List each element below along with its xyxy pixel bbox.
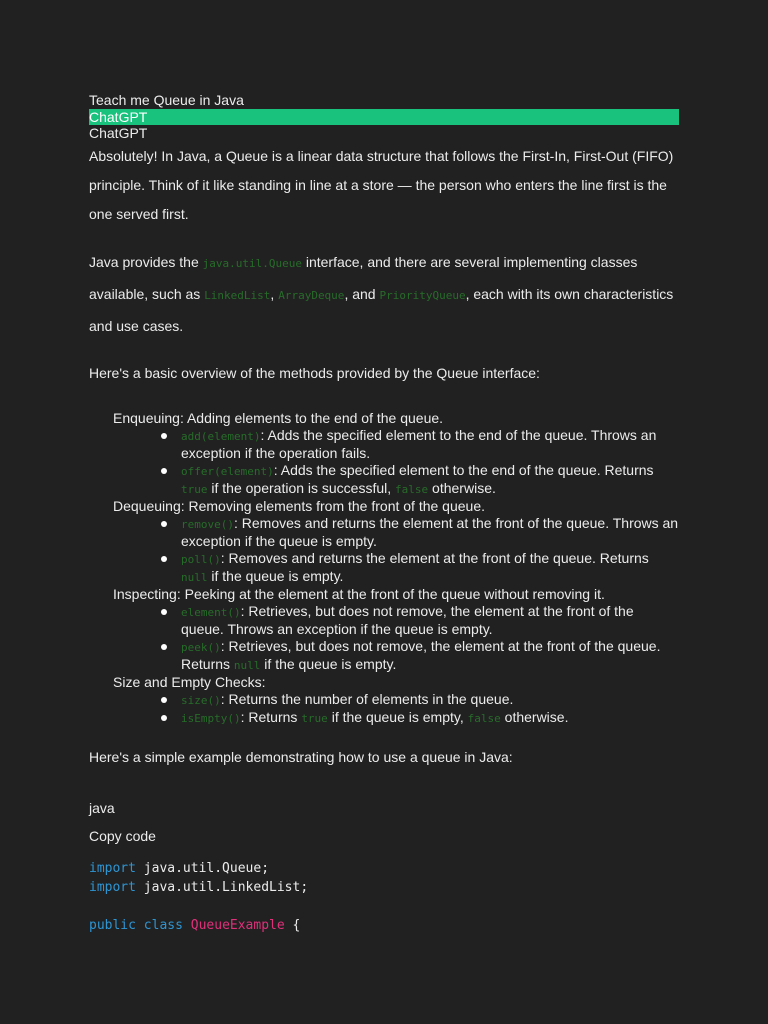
text: if the queue is empty. — [260, 656, 397, 672]
code-class-name: QueueExample — [190, 918, 285, 933]
code-text: java.util.LinkedList; — [135, 880, 309, 895]
text: otherwise. — [428, 480, 496, 496]
inline-code: size() — [181, 694, 221, 707]
inline-code: isEmpty() — [181, 712, 241, 725]
code-keyword: class — [143, 918, 183, 933]
text: : Returns — [240, 709, 302, 725]
bullet-list — [113, 427, 679, 498]
implementations-paragraph — [89, 247, 679, 341]
inline-code: false — [467, 712, 501, 725]
example-intro: Here's a simple example demonstrating how to use a queue in Java: — [89, 749, 513, 765]
list-item — [181, 427, 679, 462]
inline-code: ArrayDeque — [278, 289, 345, 302]
code-block — [89, 859, 679, 935]
inline-code: add(element) — [181, 430, 261, 443]
bullet-list — [113, 691, 679, 727]
text: if the queue is empty, — [327, 709, 468, 725]
bullet-list — [113, 515, 679, 586]
inline-code: null — [233, 659, 261, 672]
inline-code: offer(element) — [181, 465, 274, 478]
text: : Retrieves, but does not remove, the element at the front of the queue. Returns — [181, 638, 661, 672]
methods-list — [113, 410, 679, 727]
text: interface, and there are several implementing classes available, such as — [89, 254, 638, 302]
text: : Adds the specified element to the end of the queue. Throws an exception if the operation fails. — [181, 427, 657, 461]
text: , and — [344, 286, 380, 302]
list-item — [181, 638, 679, 674]
inline-code: java.util.Queue — [202, 257, 302, 270]
copy-code-button[interactable]: Copy code — [89, 828, 156, 844]
code-keyword: public — [89, 918, 136, 933]
inline-code: element() — [181, 606, 241, 619]
code-text: { — [284, 918, 301, 933]
code-keyword: import — [89, 861, 136, 876]
text: if the operation is successful, — [207, 480, 396, 496]
inline-code: PriorityQueue — [379, 289, 466, 302]
code-line — [89, 878, 679, 897]
section-title: Size and Empty Checks: — [113, 674, 266, 690]
code-keyword: import — [89, 880, 136, 895]
text: Java provides the — [89, 254, 203, 270]
text: otherwise. — [500, 709, 569, 725]
list-item — [181, 709, 679, 727]
intro-paragraph: Absolutely! In Java, a Queue is a linear data structure that follows the First-In, First-Out (FIFO) principle. Think of it like standing in line at a store — the person who enters the line first is the one served first. — [89, 148, 674, 222]
inline-code: peek() — [181, 641, 221, 654]
text: : Returns the number of elements in the queue. — [220, 691, 514, 707]
text: if the queue is empty. — [207, 568, 344, 584]
inline-code: false — [395, 483, 429, 496]
list-item — [181, 550, 679, 586]
bullet-list — [113, 603, 679, 674]
inline-code: remove() — [181, 518, 234, 531]
inline-code: true — [181, 483, 208, 496]
list-item — [181, 603, 679, 638]
text: : Retrieves, but does not remove, the element at the front of the queue. Throws an exception if the queue is empty. — [181, 603, 634, 637]
inline-code: poll() — [181, 553, 221, 566]
inline-code: null — [181, 571, 208, 584]
code-line — [89, 859, 679, 878]
section-title: Dequeuing: Removing elements from the front of the queue. — [113, 498, 485, 514]
text: , each with its own characteristics and use cases. — [89, 286, 674, 334]
text: : Adds the specified element to the end of the queue. Returns — [273, 462, 654, 478]
overview-paragraph: Here's a basic overview of the methods provided by the Queue interface: — [89, 365, 540, 381]
conversation — [89, 92, 679, 935]
assistant-banner: ChatGPT — [89, 109, 679, 125]
list-item — [181, 462, 679, 498]
text: : Removes and returns the element at the front of the queue. Returns — [220, 550, 649, 566]
text: : Removes and returns the element at the front of the queue. Throws an exception if the queue is empty. — [181, 515, 679, 549]
user-message: Teach me Queue in Java — [89, 92, 244, 108]
text: , — [270, 286, 279, 302]
code-language-label: java — [89, 800, 115, 816]
code-line — [89, 916, 679, 935]
list-item — [181, 691, 679, 709]
code-text: java.util.Queue; — [135, 861, 270, 876]
assistant-author: ChatGPT — [89, 125, 148, 141]
section-title: Enqueuing: Adding elements to the end of the queue. — [113, 410, 444, 426]
section-title: Inspecting: Peeking at the element at the front of the queue without removing it. — [113, 586, 605, 602]
inline-code: LinkedList — [204, 289, 271, 302]
inline-code: true — [301, 712, 328, 725]
list-item — [181, 515, 679, 550]
code-blank-line — [89, 897, 679, 916]
